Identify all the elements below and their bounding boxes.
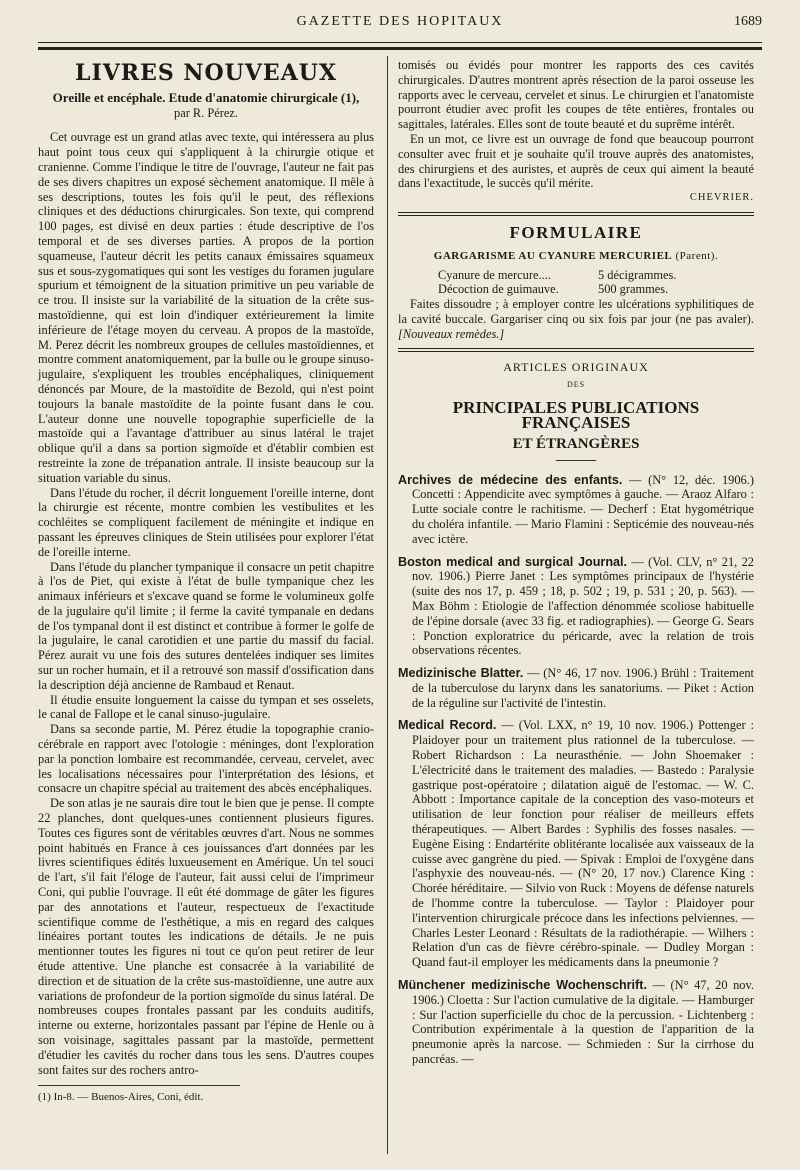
journal-name: Medical Record.	[398, 718, 497, 733]
formulaire-title: FORMULAIRE	[509, 222, 643, 242]
header-rule	[38, 42, 762, 43]
section-title-livres: LIVRES NOUVEAUX	[74, 60, 338, 86]
journal-entry	[398, 473, 754, 547]
short-rule	[556, 460, 596, 461]
book-title: Oreille et encéphale. Etude d'anatomie chirurgicale (1),	[52, 89, 360, 105]
review-paragraph: Dans sa seconde partie, M. Pérez étudie la topographie cranio-cérébrale en rapport avec l'otologie : méninges, dont l'exploration par la ponction lombaire est recommandée, cerveau, cervelet, avec les localisations nécessaires pour l'interprétation des lésions, et consacre un chapitre spécial au traitement des abcès encéphaliques.	[38, 722, 374, 796]
ingredient-qty: 500 grammes.	[598, 282, 669, 297]
page-number: 1689	[734, 14, 762, 29]
right-column	[398, 58, 754, 1075]
journal-text: — (Vol. LXX, n° 19, 10 nov. 1906.) Pottenger : Plaidoyer pour un traitement plus rationnel de la tuberculose. — Robert Richardson : La neurasthénie. — John Shoemaker : L'électricité dans le traitement des maladies. — Bastedo : Paralysie gastrique post-opératoire ; dilatation aiguë de l'estomac. — W. C. Abbott : Importance capitale de la conception des vaso-moteurs et utilisation de leur fonction pour réaliser de meilleurs effets thérapeutiques. — Albert Bardes : Syphilis des fosses nasales. — Eugène Eising : Endartérite oblitérante localisée aux vaisseaux de la cuisse avec gangrène du pied. — Spivak : Emploi de l'oxygène dans l'asphyxie des nouveau-nés. — (N° 20, 17 nov.) Clarence King : Chorée héréditaire. — Silvio von Ruck : Moyens de défense naturels de l'homme contre la tuberculose. — Taylor : Plaidoyer pour l'intervention chirurgicale précoce dans les infections pelviennes. — Charles Lester Leonard : Résultats de la radiothérapie. — Wilhers : Relation d'un cas de fièvre cérébro-spinale. — Dudley Morgan : Quand faut-il employer les médicaments dans la pneumonie ?	[412, 718, 754, 970]
ingredient-qty: 5 décigrammes.	[598, 267, 677, 282]
recipe-instructions: Faites dissoudre ; à employer contre les ulcérations syphilitiques de la cavité buccale. Gargariser cinq ou six fois par jour (ne pas avaler). [Nouveaux remèdes.]	[398, 297, 754, 341]
articles-heading-sub: ET ÉTRANGÈRES	[512, 435, 640, 452]
articles-heading: ARTICLES ORIGINAUX	[503, 359, 649, 374]
review-paragraph: Cet ouvrage est un grand atlas avec texte, qui intéressera au plus haut point tous ceux qui s'appliquent à la chirurgie otique et cranienne. Comme l'indique le titre de l'ouvrage, l'auteur ne fait pas de ses divers chapitres un exposé sèchement anatomique. Il mêle à ses descriptions, toutes les fois qu'il le peut, des réflexions cliniques et des déductions chirurgicales. Son texte, qui comprend 100 pages, est divisé en deux parties : étude descriptive de l'os temporal et de ses diverses parties. A propos de la portion squameuse, l'auteur décrit les petits canaux émissaires squameux sus et sous-zygomatiques qui sont les vestiges du foramen jugulare spurium et témoignent de la situation primitive un peu variable de ce trou. Il insiste sur la variabilité de la situation de la crête sus-mastoïdienne, qui est loin d'indiquer extérieurement la limite inférieure de l'étage moyen du cerveau. A propos de la mastoïde, M. Perez décrit les nombreux groupes de cellules mastoïdiennes, et montre comment anatomiquement, par la bulle ou le groupe sinuso-jugulaire, s'expliquent les troubles encéphaliques, cliniquement dénoncés par Moure, de la mastoïdite de Bezold, qui n'est point toujours la banale mastoïdite de la pointe fusant dans le cou. L'auteur donne une nouvelle topographie superficielle de la mastoïde qui a l'avantage d'attribuer au sinus latéral le trajet oblique qu'il a dans sa portion sigmoïde et d'établir combien est restreinte la zone de trépanation antrale. Il insiste beaucoup sur la situation variable du sinus.	[38, 130, 374, 485]
footnote: (1) In-8. — Buenos-Aires, Coni, édit.	[38, 1091, 204, 1104]
column-separator	[387, 56, 388, 1154]
left-column	[38, 58, 374, 1105]
review-signature: CHEVRIER.	[689, 192, 754, 204]
review-continuation: En un mot, ce livre est un ouvrage de fond que beaucoup pourront consulter avec fruit et je souhaite qu'il trouve auprès des anatomistes, des chirurgiens et des auristes, et auprès de ceux qui aiment la beauté dans l'exactitude, le succès qu'il mérite.	[398, 131, 754, 191]
review-paragraph: Dans l'étude du rocher, il décrit longuement l'oreille interne, dont la chirurgie est récente, montre combien les vestibulites et les cochléites se compliquent facilement de méningite et indique en passant les épreuves cliniques de Stein utilisées pour explorer l'état de l'oreille interne.	[38, 485, 374, 559]
section-rule	[398, 348, 754, 352]
ingredient-row	[398, 282, 754, 297]
journal-name: Medizinische Blatter.	[398, 666, 524, 681]
journal-entry	[398, 718, 754, 970]
recipe-author: (Parent).	[675, 249, 719, 262]
journal-name: Münchener medizinische Wochenschrift.	[398, 978, 647, 993]
footnote-rule	[38, 1085, 240, 1086]
recipe-title	[398, 249, 754, 264]
ingredient-name: Cyanure de mercure....	[438, 267, 551, 282]
journal-text: — (N° 47, 20 nov. 1906.) Cloetta : Sur l'action cumulative de la digitale. — Hamburger : Sur l'action superficielle du choc de la percussion. - Lichtenberg : Contribution expérimentale à la question de l'apparition de la pneumonie après la narcose. — Schmieden : Sur la cirrhose du pancréas. —	[412, 978, 754, 1067]
articles-heading-des: DES	[566, 380, 586, 390]
journal-entry	[398, 555, 754, 659]
recipe-source: [Nouveaux remèdes.]	[398, 326, 505, 341]
review-paragraph: Dans l'étude du plancher tympanique il consacre un petit chapitre à l'os de Piet, qui existe à l'état de bulle tympanique chez les animaux inférieurs et s'excave quand se forme le volumineux golfe de la jugulaire qu'il limite ; il ferme la cavité tympanale en dedans de l'os tympanal dont il est distinct et contribue à former le golfe de la jugulaire, le canal carotidien et une partie du massif du facial. Pérez aurait vu une fois des sutures dentelées indiquer ses limites sur un rocher humain, et il a retrouvé son massif d'ossification dans la description déjà ancienne de Rambaud et Renaut.	[38, 559, 374, 692]
journal-name: Boston medical and surgical Journal.	[398, 554, 628, 569]
review-continuation: tomisés ou évidés pour montrer les rapports des ces cavités chirurgicales. D'autres montrent après résection de la paroi osseuse les rapports avec le cerveau, cervelet et sinus. Le chirurgien et l'anatomiste pourront étudier avec profit les coupes de tête entières, frontales ou sagittales, latérales. Elles sont de toute beauté et du suprême intérêt.	[398, 58, 754, 132]
journal-text: — (Vol. CLV, n° 21, 22 nov. 1906.) Pierre Janet : Les symptômes principaux de l'hystérie (suite des nos 17, p. 459 ; 18, p. 502 ; 19, p. 531 ; 20, p. 563). — Max Böhm : Etiologie de l'affection dénommée scoliose habituelle de l'épine dorsale (avec 33 fig. et radiographies). — George G. Sears : Ponction exploratrice du péricarde, avec la relation de trois observations récentes.	[412, 554, 754, 658]
journal-entry	[398, 666, 754, 710]
header-rule-thick	[38, 47, 762, 50]
review-paragraph: Il étudie ensuite longuement la caisse du tympan et ses osselets, le canal de Fallope et le canal sinuso-jugulaire.	[38, 692, 374, 722]
page-header	[38, 14, 762, 36]
ingredient-name: Décoction de guimauve.	[438, 282, 559, 297]
recipe-name: GARGARISME AU CYANURE MERCURIEL	[433, 249, 673, 262]
journal-text: — (N° 12, déc. 1906.) Concetti : Appendicite avec symptômes à gauche. — Araoz Alfaro : Lutte sociale contre le rachitisme. — Decherf : Etat hygométrique du choléra infantile. — Mario Flamini : Septicémie des nouveau-nés avec ictère.	[412, 472, 754, 546]
journal-name: Archives de médecine des enfants.	[398, 472, 623, 487]
section-rule	[398, 212, 754, 216]
ingredient-row	[398, 268, 754, 283]
journal-entry	[398, 978, 754, 1067]
book-author: par R. Pérez.	[174, 105, 238, 120]
articles-heading-main: PRINCIPALES PUBLICATIONS FRANÇAISES	[452, 398, 700, 432]
review-paragraph: De son atlas je ne saurais dire tout le bien que je pense. Il compte 22 planches, dont quelques-unes contiennent plusieurs figures. Toutes ces figures sont de véritables œuvres d'art. Nous ne sommes point habitués en France à ces jouissances d'art données par les livres scientifiques édités luxueusement en Amérique. Un tel souci de l'art, s'il fait l'éloge de l'auteur, fait aussi celui de l'imprimeur Coni, qui publie l'ouvrage. Il eût été dommage de gâter les figures par des annotations et l'auteur, respectueux de l'exactitude scientifique comme de l'esthétique, a mis en regard des calques linéaires portant toutes les indications de détails. Je ne puis mentionner toutes les figures ni tout ce qu'on peut retirer de leur étude attentive. Une planche est consacrée à la variabilité de direction et de situation de la crête sus-mastoïdienne, une autre aux variations de profondeur de la portion sigmoïde du sinus latéral. De nombreuses coupes frontales passant par les conduits auditifs, interne ou externe, horizontales passant par l'épine de Henle ou à son voisinage, sagittales passant par la mastoïde, permettent d'étudier les cavités du rocher dans tous les sens. D'autres coupes sont faites sur des rochers antro-	[38, 796, 374, 1077]
running-title: GAZETTE DES HOPITAUX	[296, 14, 504, 29]
journal-text: — (N° 46, 17 nov. 1906.) Brühl : Traitement de la tuberculose du larynx dans les sanatoriums. — Piket : Action de la réguline sur l'activité de l'intestin.	[412, 666, 754, 710]
